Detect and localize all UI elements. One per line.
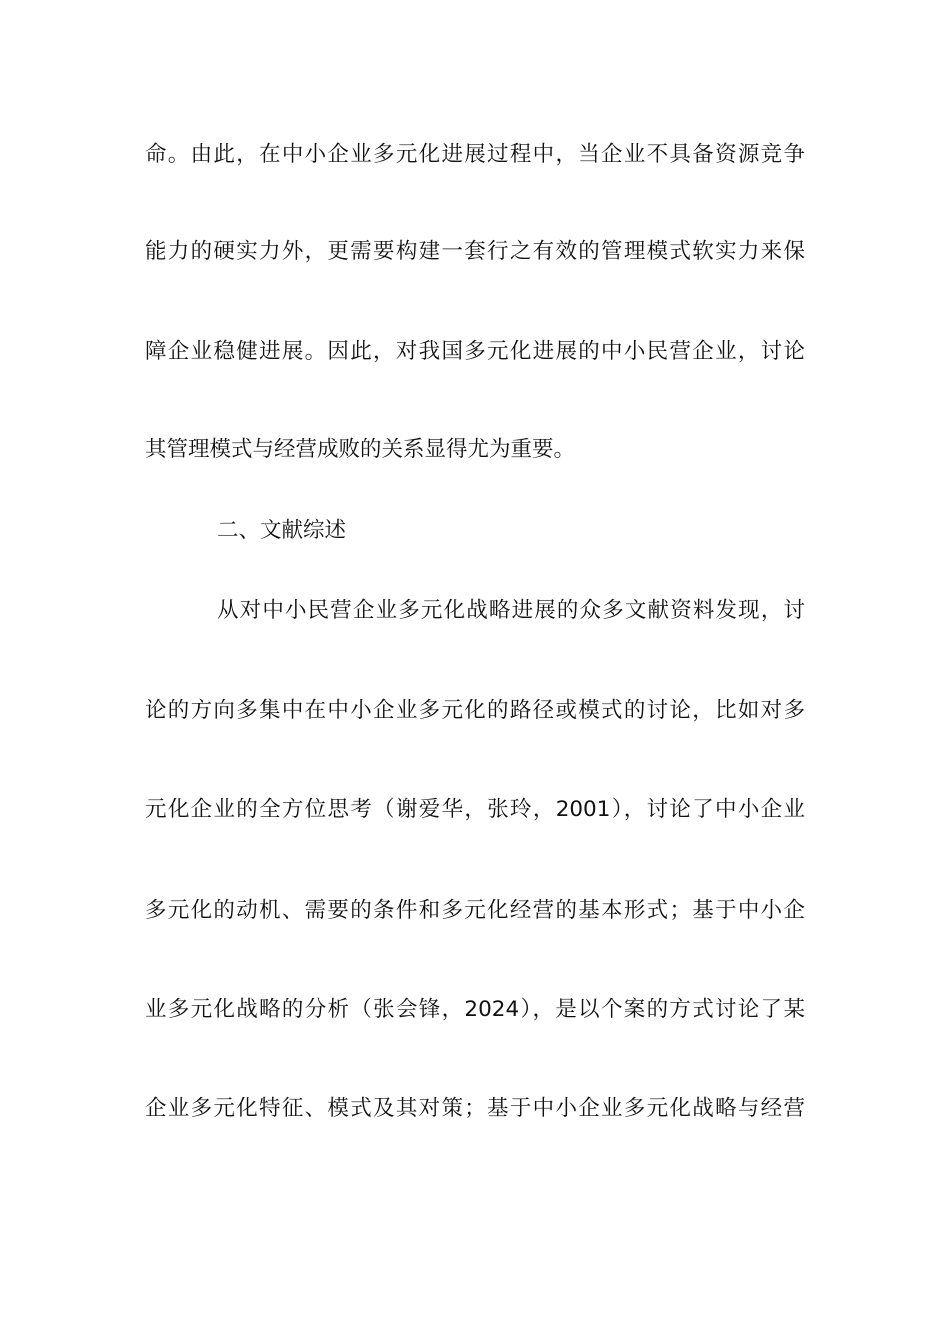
paragraph-2-line-1: 从对中小民营企业多元化战略进展的众多文献资料发现，讨 (217, 598, 805, 623)
paragraph-1-line-3: 障企业稳健进展。因此，对我国多元化进展的中小民营企业，讨论 (145, 339, 805, 364)
paragraph-2-line-3: 元化企业的全方位思考（谢爱华，张玲，2001），讨论了中小企业 (145, 797, 805, 822)
paragraph-2-line-4: 多元化的动机、需要的条件和多元化经营的基本形式；基于中小企 (145, 898, 805, 923)
paragraph-2-line-6: 企业多元化特征、模式及其对策；基于中小企业多元化战略与经营 (145, 1096, 805, 1121)
paragraph-1-line-1: 命。由此，在中小企业多元化进展过程中，当企业不具备资源竞争 (145, 142, 805, 167)
paragraph-2-line-2: 论的方向多集中在中小企业多元化的路径或模式的讨论，比如对多 (145, 698, 805, 723)
paragraph-1-line-2: 能力的硬实力外，更需要构建一套行之有效的管理模式软实力来保 (145, 239, 805, 264)
paragraph-2-line-5: 业多元化战略的分析（张会锋，2024），是以个案的方式讨论了某 (145, 997, 805, 1022)
section-heading: 二、文献综述 (217, 518, 347, 543)
paragraph-1-line-4: 其管理模式与经营成败的关系显得尤为重要。 (145, 437, 576, 462)
